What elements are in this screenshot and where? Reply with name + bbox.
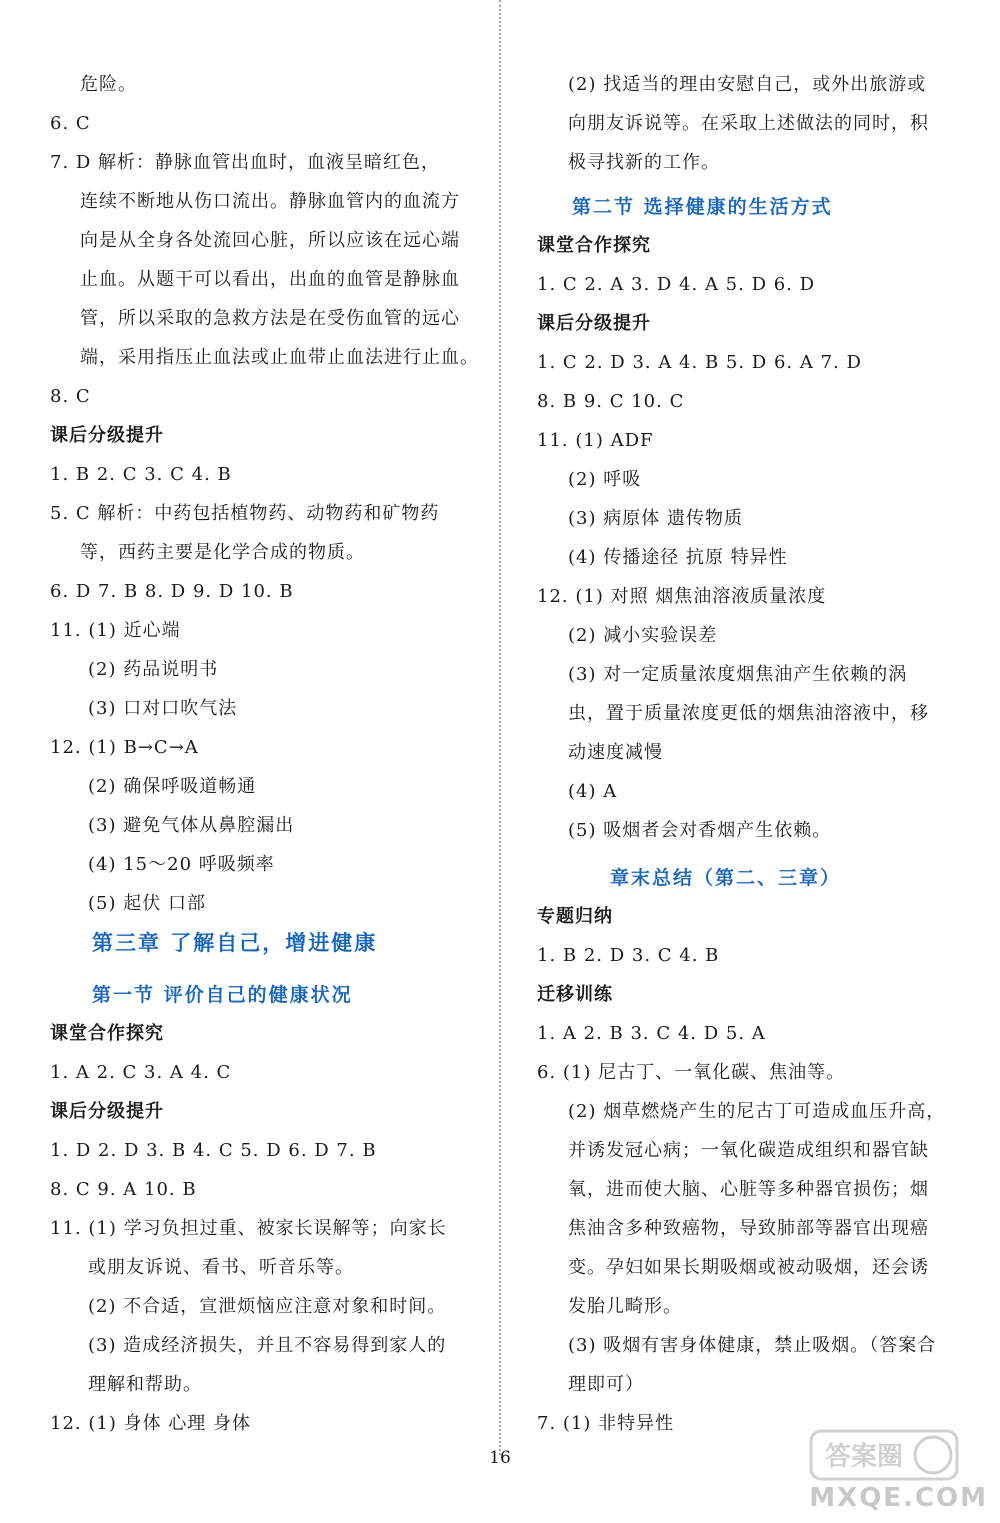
watermark-logo-text: 答案圈 <box>825 1442 904 1472</box>
answer-line: 等，西药主要是化学合成的物质。 <box>80 542 365 563</box>
answer-line: 连续不断地从伤口流出。静脉血管内的血流方 <box>80 191 460 212</box>
answer-line: 1. B 2. C 3. C 4. B <box>50 464 232 485</box>
answer-line: 8. C <box>50 386 91 407</box>
answer-line: 12. (1) 身体 心理 身体 <box>50 1413 252 1434</box>
answer-line: 理解和帮助。 <box>88 1374 202 1395</box>
answer-line: (2) 确保呼吸道畅通 <box>88 776 257 797</box>
answer-line: 11. (1) 近心端 <box>50 620 181 641</box>
subsection-label: 课堂合作探究 <box>50 1023 164 1044</box>
answer-line: 5. C 解析：中药包括植物药、动物药和矿物药 <box>50 503 440 524</box>
answer-line: (2) 不合适，宣泄烦恼应注意对象和时间。 <box>88 1296 447 1317</box>
watermark-site: MXQE.COM <box>809 1483 988 1513</box>
answer-line: (3) 口对口吹气法 <box>88 698 238 719</box>
section-heading: 第二节 选择健康的生活方式 <box>572 196 833 218</box>
subsection-label: 专题归纳 <box>537 906 613 927</box>
answer-line: (4) 传播途径 抗原 特异性 <box>568 547 788 568</box>
answer-line: (2) 药品说明书 <box>88 659 219 680</box>
section-heading: 章末总结（第二、三章） <box>610 867 842 889</box>
subsection-label: 课后分级提升 <box>50 1101 164 1122</box>
answer-line: (3) 对一定质量浓度烟焦油产生依赖的涡 <box>568 664 908 685</box>
answer-line: 11. (1) 学习负担过重、被家长误解等；向家长 <box>50 1218 447 1239</box>
answer-line: 7. (1) 非特异性 <box>537 1413 675 1434</box>
answer-line: 7. D 解析：静脉血管出血时，血液呈暗红色， <box>50 152 441 173</box>
answer-line: 管，所以采取的急救方法是在受伤血管的远心 <box>80 308 460 329</box>
answer-line: 8. C 9. A 10. B <box>50 1179 197 1200</box>
answer-line: 并诱发冠心病；一氧化碳造成组织和器官缺 <box>568 1140 929 1161</box>
answer-line: 1. A 2. B 3. C 4. D 5. A <box>537 1023 766 1044</box>
answer-line: 12. (1) 对照 烟焦油溶液质量浓度 <box>537 586 827 607</box>
answer-line: 危险。 <box>80 74 137 95</box>
answer-line: (2) 烟草燃烧产生的尼古丁可造成血压升高， <box>568 1101 946 1122</box>
answer-line: 向朋友诉说等。在采取上述做法的同时，积 <box>568 113 929 134</box>
answer-line: 向是从全身各处流回心脏，所以应该在远心端 <box>80 230 460 251</box>
answer-line: 极寻找新的工作。 <box>568 152 720 173</box>
answer-line: 6. (1) 尼古丁、一氧化碳、焦油等。 <box>537 1062 846 1083</box>
answer-line: (2) 找适当的理由安慰自己，或外出旅游或 <box>568 74 927 95</box>
answer-line: 止血。从题干可以看出，出血的血管是静脉血 <box>80 269 460 290</box>
answer-line: 6. C <box>50 113 91 134</box>
answer-line: 虫，置于质量浓度更低的烟焦油溶液中，移 <box>568 703 929 724</box>
answer-line: (3) 吸烟有害身体健康，禁止吸烟。（答案合 <box>568 1335 937 1356</box>
subsection-label: 课堂合作探究 <box>537 235 651 256</box>
subsection-label: 迁移训练 <box>537 984 613 1005</box>
subsection-label: 课后分级提升 <box>537 313 651 334</box>
answer-line: (5) 吸烟者会对香烟产生依赖。 <box>568 820 832 841</box>
answer-line: (3) 造成经济损失，并且不容易得到家人的 <box>88 1335 447 1356</box>
answer-line: 1. B 2. D 3. C 4. B <box>537 945 720 966</box>
answer-line: 氧，进而使大脑、心脏等多种器官损伤；烟 <box>568 1179 929 1200</box>
section-heading: 第一节 评价自己的健康状况 <box>92 984 353 1006</box>
answer-line: 变。孕妇如果长期吸烟或被动吸烟，还会诱 <box>568 1257 929 1278</box>
answer-line: (3) 病原体 遗传物质 <box>568 508 743 529</box>
answer-line: 理即可） <box>568 1374 644 1395</box>
watermark <box>809 1427 988 1513</box>
answer-line: (2) 减小实验误差 <box>568 625 718 646</box>
answer-line: 发胎儿畸形。 <box>568 1296 682 1317</box>
answer-line: (2) 呼吸 <box>568 469 642 490</box>
answer-line: 6. D 7. B 8. D 9. D 10. B <box>50 581 294 602</box>
section-heading: 第三章 了解自己，增进健康 <box>92 931 378 955</box>
answer-line: 1. D 2. D 3. B 4. C 5. D 6. D 7. B <box>50 1140 377 1161</box>
page-number: 16 <box>489 1448 511 1468</box>
answer-line: 焦油含多种致癌物，导致肺部等器官出现癌 <box>568 1218 929 1239</box>
answer-line: 11. (1) ADF <box>537 430 654 451</box>
answer-line: 1. C 2. A 3. D 4. A 5. D 6. D <box>537 274 816 295</box>
answer-line: 1. C 2. D 3. A 4. B 5. D 6. A 7. D <box>537 352 862 373</box>
answer-line: (4) A <box>568 781 618 802</box>
answer-line: 或朋友诉说、看书、听音乐等。 <box>88 1257 354 1278</box>
subsection-label: 课后分级提升 <box>50 425 164 446</box>
answer-line: 1. A 2. C 3. A 4. C <box>50 1062 232 1083</box>
answer-line: 12. (1) B→C→A <box>50 737 199 758</box>
answer-line: 8. B 9. C 10. C <box>537 391 685 412</box>
answer-line: (4) 15～20 呼吸频率 <box>88 854 275 875</box>
answer-line: (5) 起伏 口部 <box>88 893 206 914</box>
answer-line: 端，采用指压止血法或止血带止血法进行止血。 <box>80 347 479 368</box>
answer-line: 动速度减慢 <box>568 742 663 763</box>
answer-line: (3) 避免气体从鼻腔漏出 <box>88 815 295 836</box>
column-divider <box>499 0 502 1455</box>
watermark-logo <box>809 1427 959 1483</box>
